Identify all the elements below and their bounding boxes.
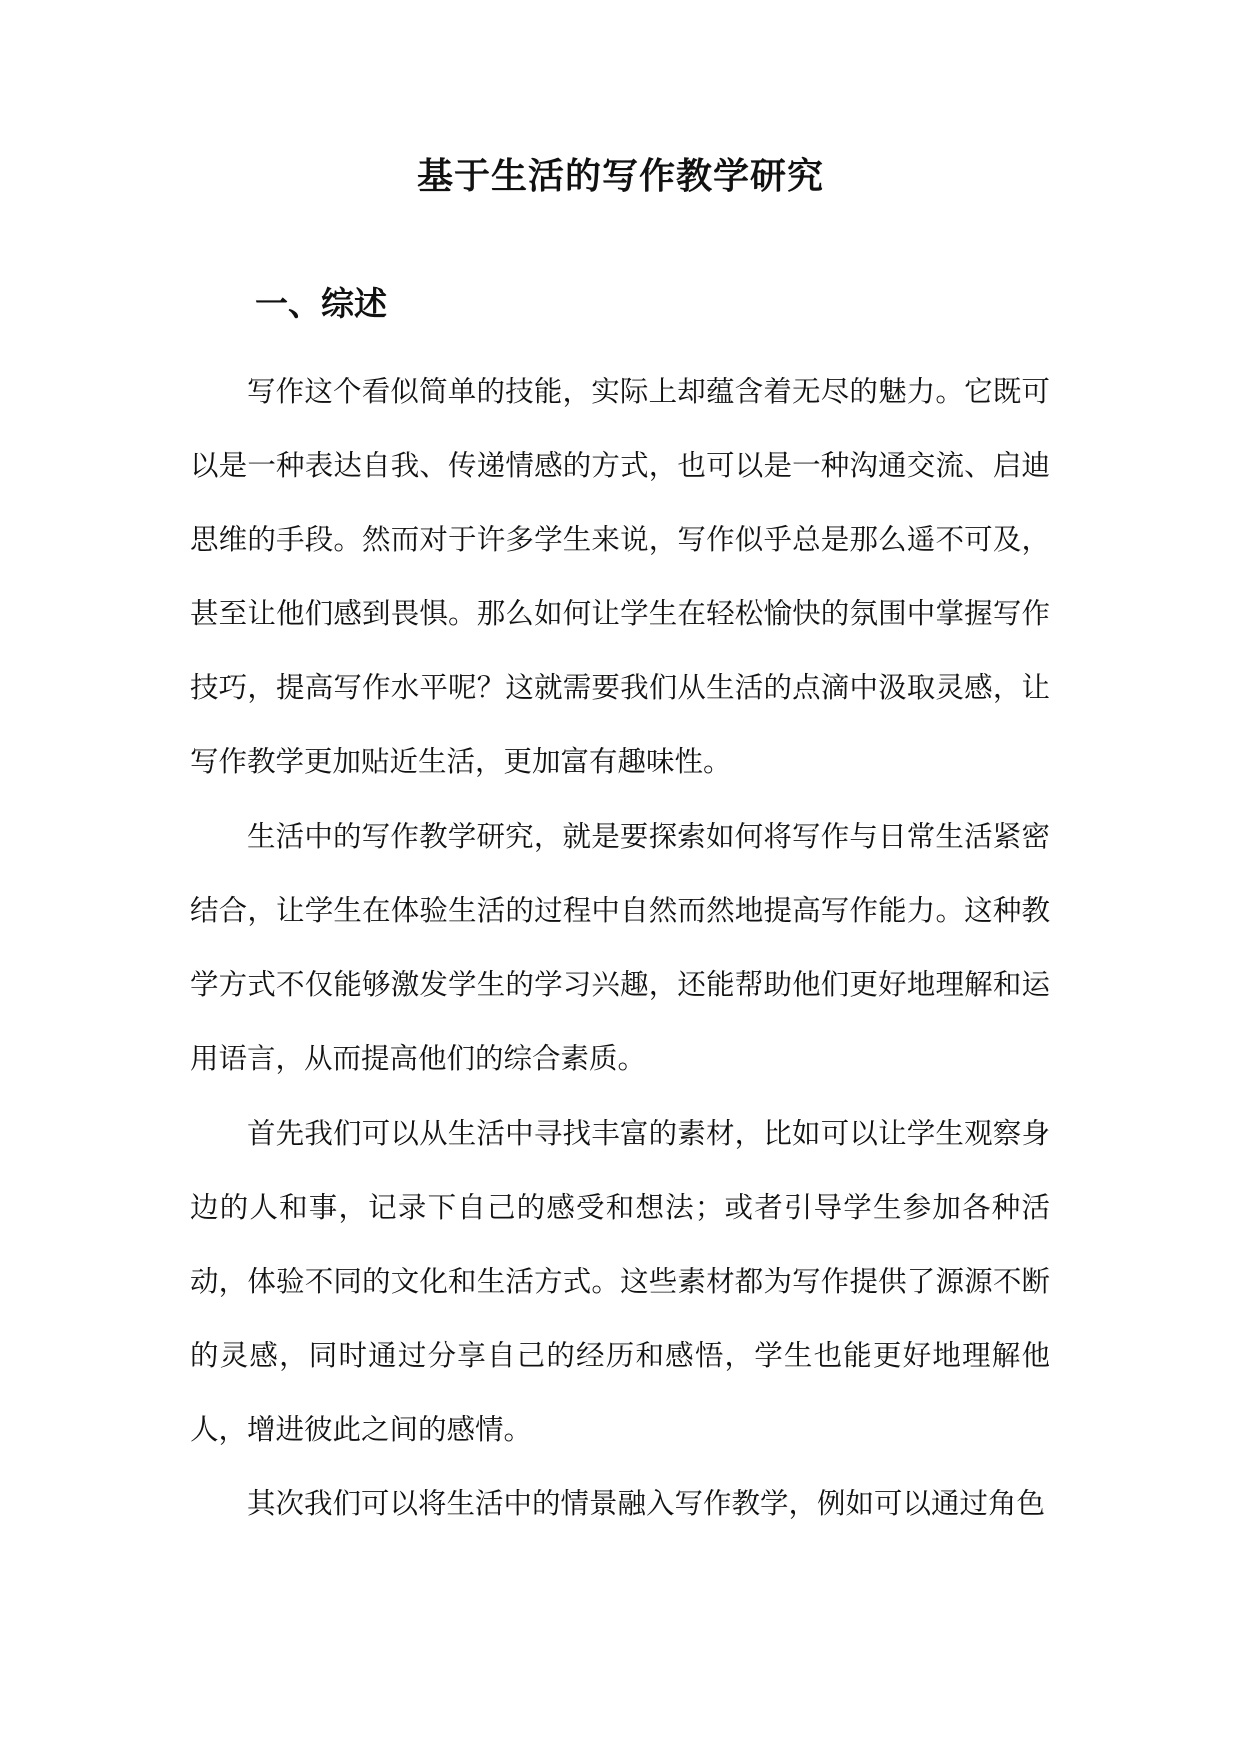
section-heading: 一、综述 [255, 284, 387, 323]
body-paragraph: 其次我们可以将生活中的情景融入写作教学，例如可以通过角色 [247, 1487, 1046, 1520]
body-paragraph: 写作这个看似简单的技能，实际上却蕴含着无尽的魅力。它既可以是一种表达自我、传递情感的方式，也可以是一种沟通交流、启迪思维的手段。然而对于许多学生来说，写作似乎总是那么遥不可及，甚至让他们感到畏惧。那么如何让学生在轻松愉快的氛围中掌握写作技巧，提高写作水平呢？这就需要我们从生活的点滴中汲取灵感，让写作教学更加贴近生活，更加富有趣味性。 [190, 375, 1050, 778]
body-paragraph: 生活中的写作教学研究，就是要探索如何将写作与日常生活紧密结合，让学生在体验生活的过程中自然而然地提高写作能力。这种教学方式不仅能够激发学生的学习兴趣，还能帮助他们更好地理解和运用语言，从而提高他们的综合素质。 [190, 820, 1050, 1075]
body-paragraph: 首先我们可以从生活中寻找丰富的素材，比如可以让学生观察身边的人和事，记录下自己的感受和想法；或者引导学生参加各种活动，体验不同的文化和生活方式。这些素材都为写作提供了源源不断的灵感，同时通过分享自己的经历和感悟，学生也能更好地理解他人，增进彼此之间的感情。 [190, 1117, 1050, 1446]
document-title: 基于生活的写作教学研究 [416, 155, 824, 197]
